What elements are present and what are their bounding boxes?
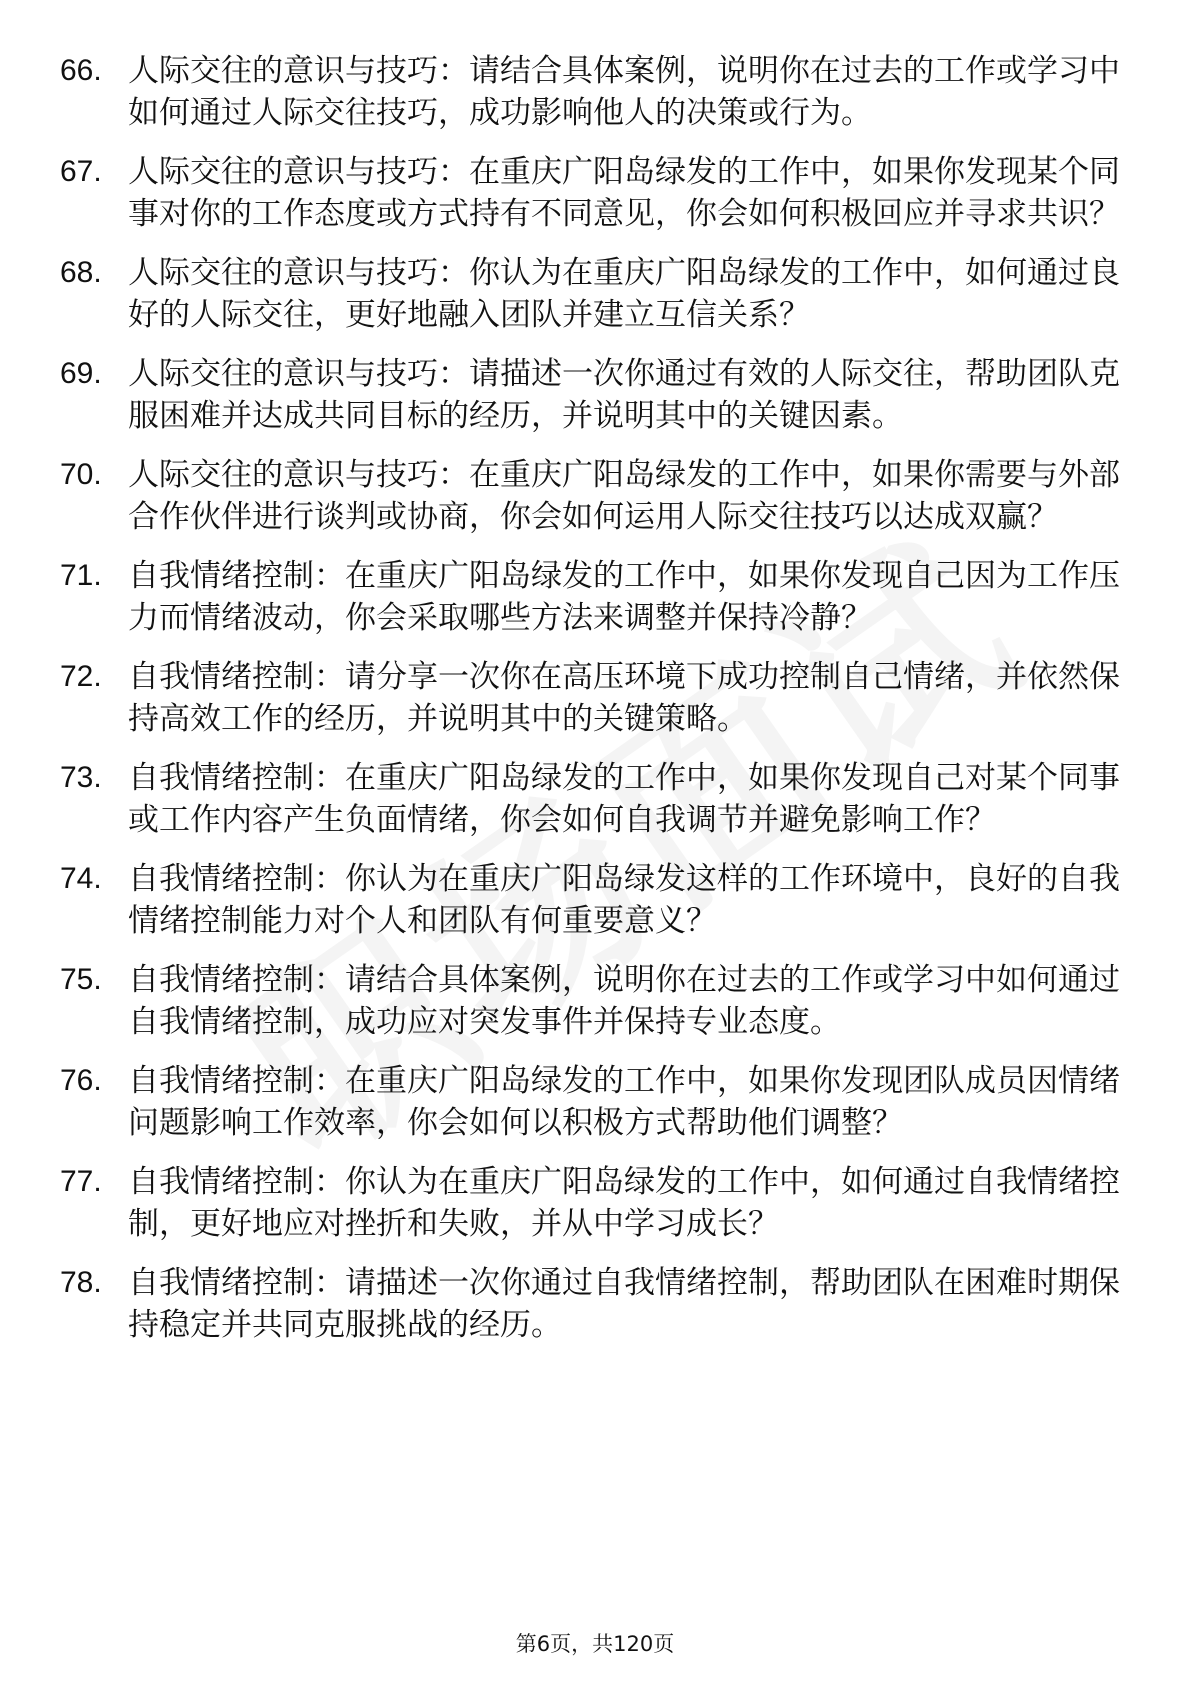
- question-item: [60, 151, 1120, 235]
- question-number: 68.: [60, 256, 102, 289]
- question-item: [60, 555, 1120, 639]
- question-text: 人际交往的意识与技巧：你认为在重庆广阳岛绿发的工作中，如何通过良好的人际交往，更好地融入团队并建立互信关系？: [128, 255, 1120, 333]
- question-number: 76.: [60, 1064, 102, 1097]
- question-item: [60, 1060, 1120, 1144]
- question-text: 自我情绪控制：请描述一次你通过自我情绪控制，帮助团队在困难时期保持稳定并共同克服挑战的经历。: [128, 1265, 1120, 1343]
- question-item: [60, 1262, 1120, 1346]
- question-text: 人际交往的意识与技巧：在重庆广阳岛绿发的工作中，如果你需要与外部合作伙伴进行谈判或协商，你会如何运用人际交往技巧以达成双赢？: [128, 457, 1120, 535]
- question-item: [60, 656, 1120, 740]
- question-text: 自我情绪控制：你认为在重庆广阳岛绿发这样的工作环境中，良好的自我情绪控制能力对个人和团队有何重要意义？: [128, 861, 1120, 939]
- question-number: 78.: [60, 1266, 102, 1299]
- question-text: 人际交往的意识与技巧：在重庆广阳岛绿发的工作中，如果你发现某个同事对你的工作态度或方式持有不同意见，你会如何积极回应并寻求共识？: [128, 154, 1120, 232]
- question-text: 自我情绪控制：请结合具体案例，说明你在过去的工作或学习中如何通过自我情绪控制，成功应对突发事件并保持专业态度。: [128, 962, 1120, 1040]
- question-number: 66.: [60, 54, 102, 87]
- question-text: 自我情绪控制：在重庆广阳岛绿发的工作中，如果你发现自己因为工作压力而情绪波动，你会采取哪些方法来调整并保持冷静？: [128, 558, 1120, 636]
- question-item: [60, 50, 1120, 134]
- question-text: 自我情绪控制：你认为在重庆广阳岛绿发的工作中，如何通过自我情绪控制，更好地应对挫折和失败，并从中学习成长？: [128, 1164, 1120, 1242]
- question-number: 72.: [60, 660, 102, 693]
- question-number: 70.: [60, 458, 102, 491]
- question-text: 人际交往的意识与技巧：请描述一次你通过有效的人际交往，帮助团队克服困难并达成共同目标的经历，并说明其中的关键因素。: [128, 356, 1120, 434]
- question-number: 73.: [60, 761, 102, 794]
- question-item: [60, 252, 1120, 336]
- question-text: 人际交往的意识与技巧：请结合具体案例，说明你在过去的工作或学习中如何通过人际交往技巧，成功影响他人的决策或行为。: [128, 53, 1120, 131]
- question-number: 74.: [60, 862, 102, 895]
- question-text: 自我情绪控制：在重庆广阳岛绿发的工作中，如果你发现团队成员因情绪问题影响工作效率，你会如何以积极方式帮助他们调整？: [128, 1063, 1120, 1141]
- question-number: 77.: [60, 1165, 102, 1198]
- question-text: 自我情绪控制：请分享一次你在高压环境下成功控制自己情绪，并依然保持高效工作的经历，并说明其中的关键策略。: [128, 659, 1120, 737]
- question-item: [60, 757, 1120, 841]
- question-number: 67.: [60, 155, 102, 188]
- question-item: [60, 959, 1120, 1043]
- question-number: 75.: [60, 963, 102, 996]
- question-list: [60, 50, 1120, 1363]
- question-number: 71.: [60, 559, 102, 592]
- question-item: [60, 353, 1120, 437]
- question-text: 自我情绪控制：在重庆广阳岛绿发的工作中，如果你发现自己对某个同事或工作内容产生负面情绪，你会如何自我调节并避免影响工作？: [128, 760, 1120, 838]
- question-item: [60, 454, 1120, 538]
- question-number: 69.: [60, 357, 102, 390]
- page-footer: 第6页，共120页: [515, 1632, 675, 1656]
- question-item: [60, 1161, 1120, 1245]
- question-item: [60, 858, 1120, 942]
